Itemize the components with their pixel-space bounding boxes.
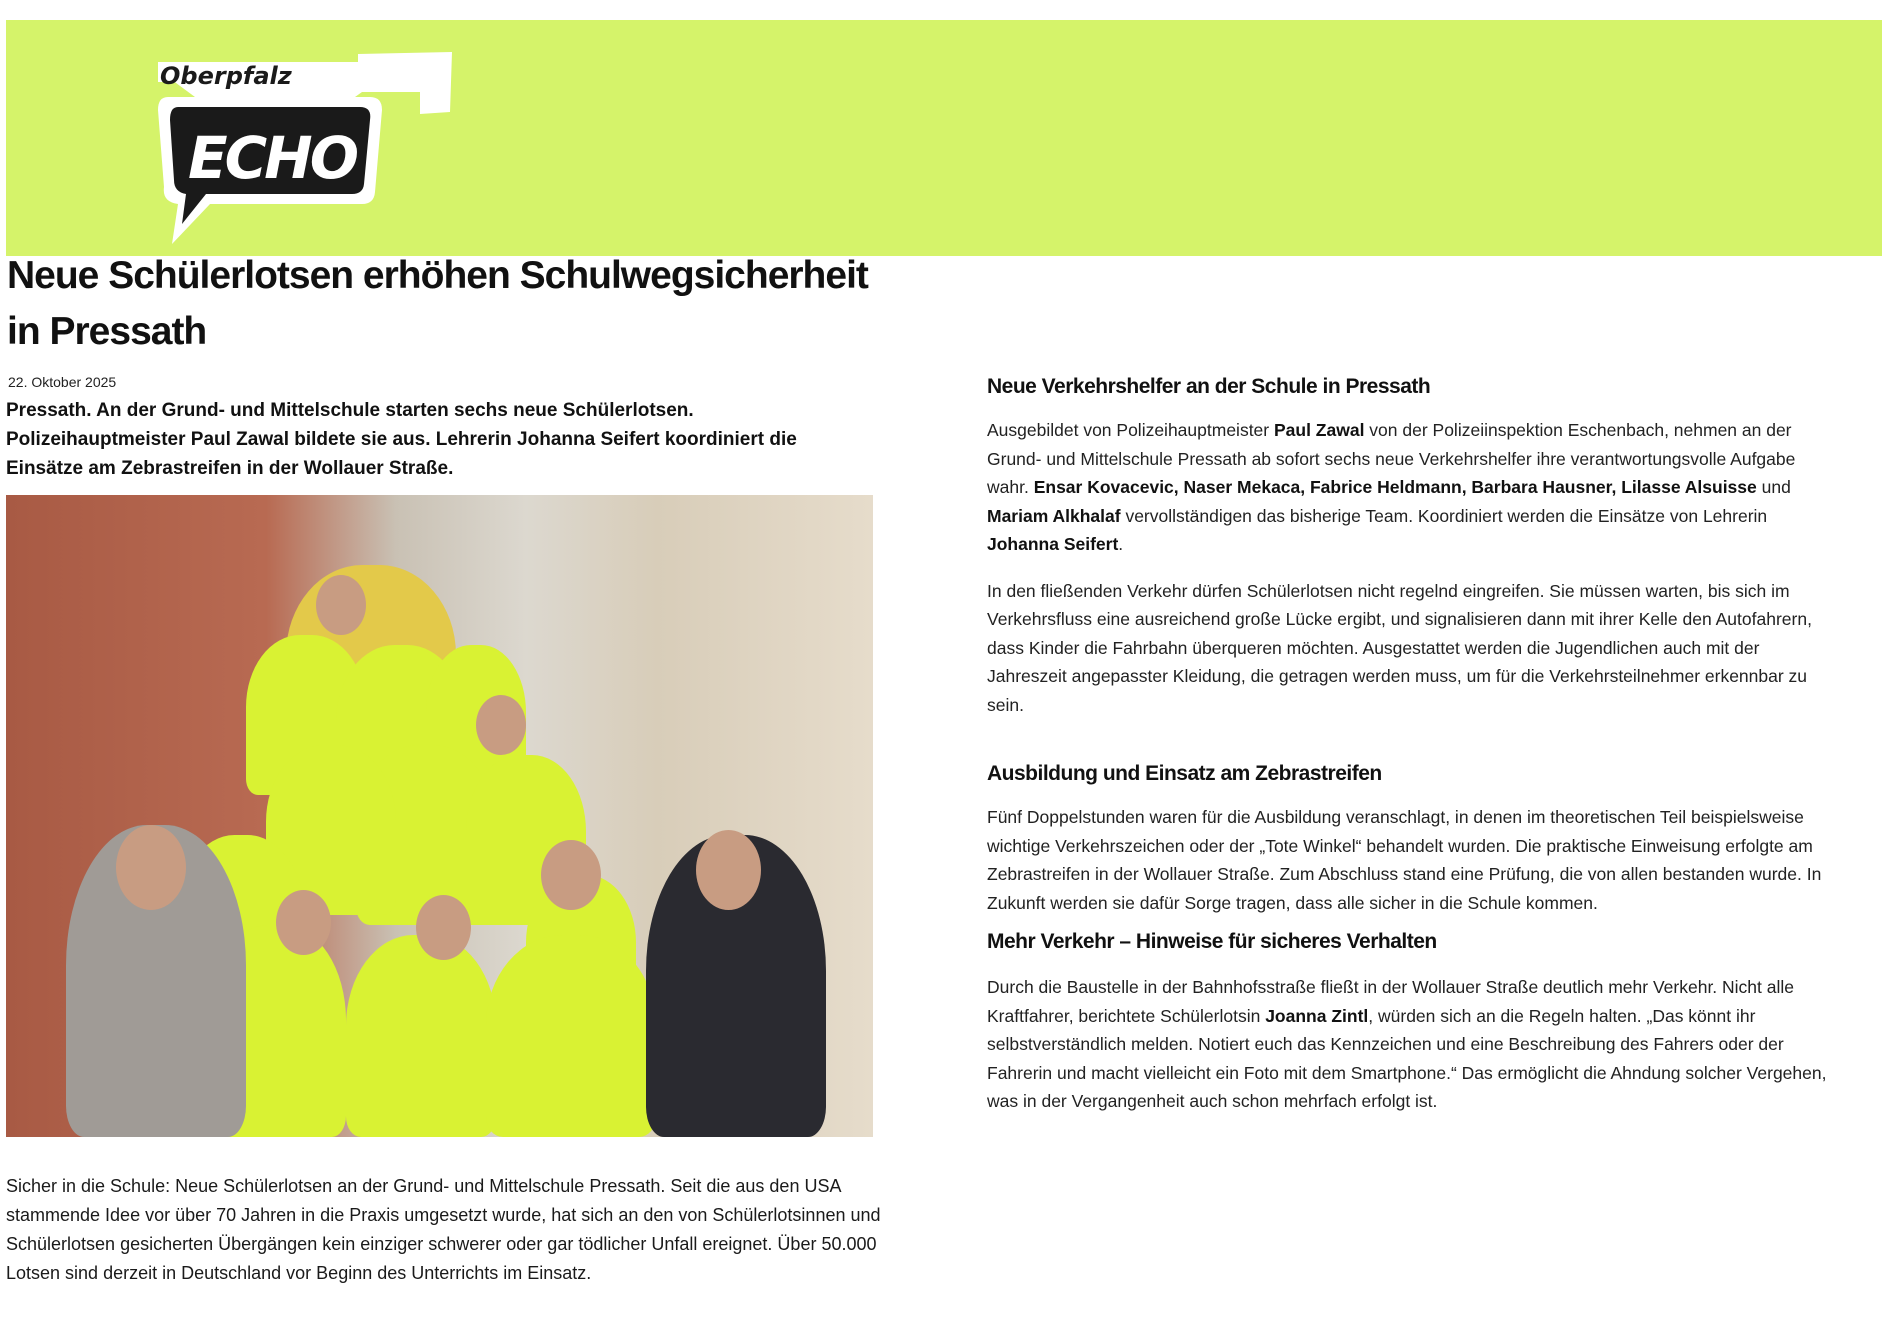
svg-text:ECHO: ECHO xyxy=(188,124,357,192)
section-paragraph xyxy=(987,416,1837,559)
text-segment: von der Polizeiinspektion Eschenbach, nehmen an der Grund- und Mittelschule Pressath ab sofort sechs neue Verkehrshelfer ihre verantwortungsvolle Aufgabe wahr. xyxy=(987,420,1796,497)
bold-name: Johanna Seifert xyxy=(987,534,1119,554)
svg-text:Oberpfalz: Oberpfalz xyxy=(160,62,292,90)
oberpfalz-echo-logo[interactable] xyxy=(150,52,460,247)
section-heading: Mehr Verkehr – Hinweise für sicheres Verhalten xyxy=(987,930,1437,953)
bold-name: Paul Zawal xyxy=(1273,420,1365,440)
bold-name: Joanna Zintl xyxy=(1265,1005,1369,1026)
article-body xyxy=(987,372,1837,1116)
section-paragraph xyxy=(987,803,1837,917)
text-segment: und xyxy=(1756,477,1791,497)
bold-name: Mariam Alkhalaf xyxy=(987,505,1121,526)
text-segment: In den fließenden Verkehr dürfen Schülerlotsen nicht regelnd eingreifen. Sie müssen warten, bis sich im Verkehrsfluss eine ausreichend große Lücke ergibt, und signalisieren dann mit ihrer Kelle den Autofahrern, dass Kinder die Fahrbahn überqueren möchten. Ausgestattet werden die Jugendlichen auch mit der Jahreszeit angepasster Kleidung, die getragen werden muss, um für die Verkehrsteilnehmer erkennbar zu sein. xyxy=(987,580,1812,715)
photo-caption: Sicher in die Schule: Neue Schülerlotsen an der Grund- und Mittelschule Pressath. Seit die aus den USA stammende Idee vor über 70 Jahren in die Praxis umgesetzt wurde, hat sich an den von Schülerlotsinnen und Schülerlotsen gesicherten Übergängen kein einziger schwerer oder gar tödlicher Unfall ereignet. Über 50.000 Lotsen sind derzeit in Deutschland vor Beginn des Unterrichts im Einsatz. xyxy=(6,1176,881,1283)
article-photo[interactable] xyxy=(6,495,873,1137)
article-lede: Pressath. An der Grund- und Mittelschule starten sechs neue Schülerlotsen. Polizeihauptmeister Paul Zawal bildete sie aus. Lehrerin Johanna Seifert koordiniert die Einsätze am Zebrastreifen in der Wollauer Straße. xyxy=(6,400,797,479)
article-date: 22. Oktober 2025 xyxy=(8,374,117,390)
section-paragraph xyxy=(987,577,1837,720)
text-segment: Fünf Doppelstunden waren für die Ausbildung veranschlagt, in denen im theoretischen Teil beispielsweise wichtige Verkehrszeichen oder der „Tote Winkel“ behandelt wurden. Die praktische Einweisung erfolgte am Zebrastreifen in der Wollauer Straße. Zum Abschluss stand eine Prüfung, die von allen bestanden wurde. In Zukunft werden sie dafür Sorge tragen, dass alle sicher in die Schule kommen. xyxy=(987,807,1822,913)
text-segment: vervollständigen das bisherige Team. Koordiniert werden die Einsätze von Lehrerin xyxy=(1120,505,1768,526)
bold-name: Ensar Kovacevic, Naser Mekaca, Fabrice Heldmann, Barbara Hausner, Lilasse Alsuisse xyxy=(1033,477,1757,497)
article-title: Neue Schülerlotsen erhöhen Schulwegsicherheit in Pressath xyxy=(7,254,868,353)
text-segment: , würden sich an die Regeln halten. „Das könnt ihr selbstverständlich melden. Notiert euch das Kennzeichen und eine Beschreibung des Fahrers oder der Fahrerin und macht vielleicht ein Foto mit dem Smartphone.“ Das ermöglicht die Ahndung solcher Vergehen, was in der Vergangenheit auch schon mehrfach erfolgt ist. xyxy=(987,1005,1827,1111)
section-paragraph xyxy=(987,973,1837,1116)
text-segment: . xyxy=(1118,534,1124,554)
section-heading: Neue Verkehrshelfer an der Schule in Pressath xyxy=(987,375,1431,398)
text-segment: Ausgebildet von Polizeihauptmeister xyxy=(987,420,1274,440)
section-heading: Ausbildung und Einsatz am Zebrastreifen xyxy=(987,762,1382,785)
text-segment: Durch die Baustelle in der Bahnhofsstraße fließt in der Wollauer Straße deutlich mehr Verkehr. Nicht alle Kraftfahrer, berichtete Schülerlotsin xyxy=(987,977,1795,1026)
